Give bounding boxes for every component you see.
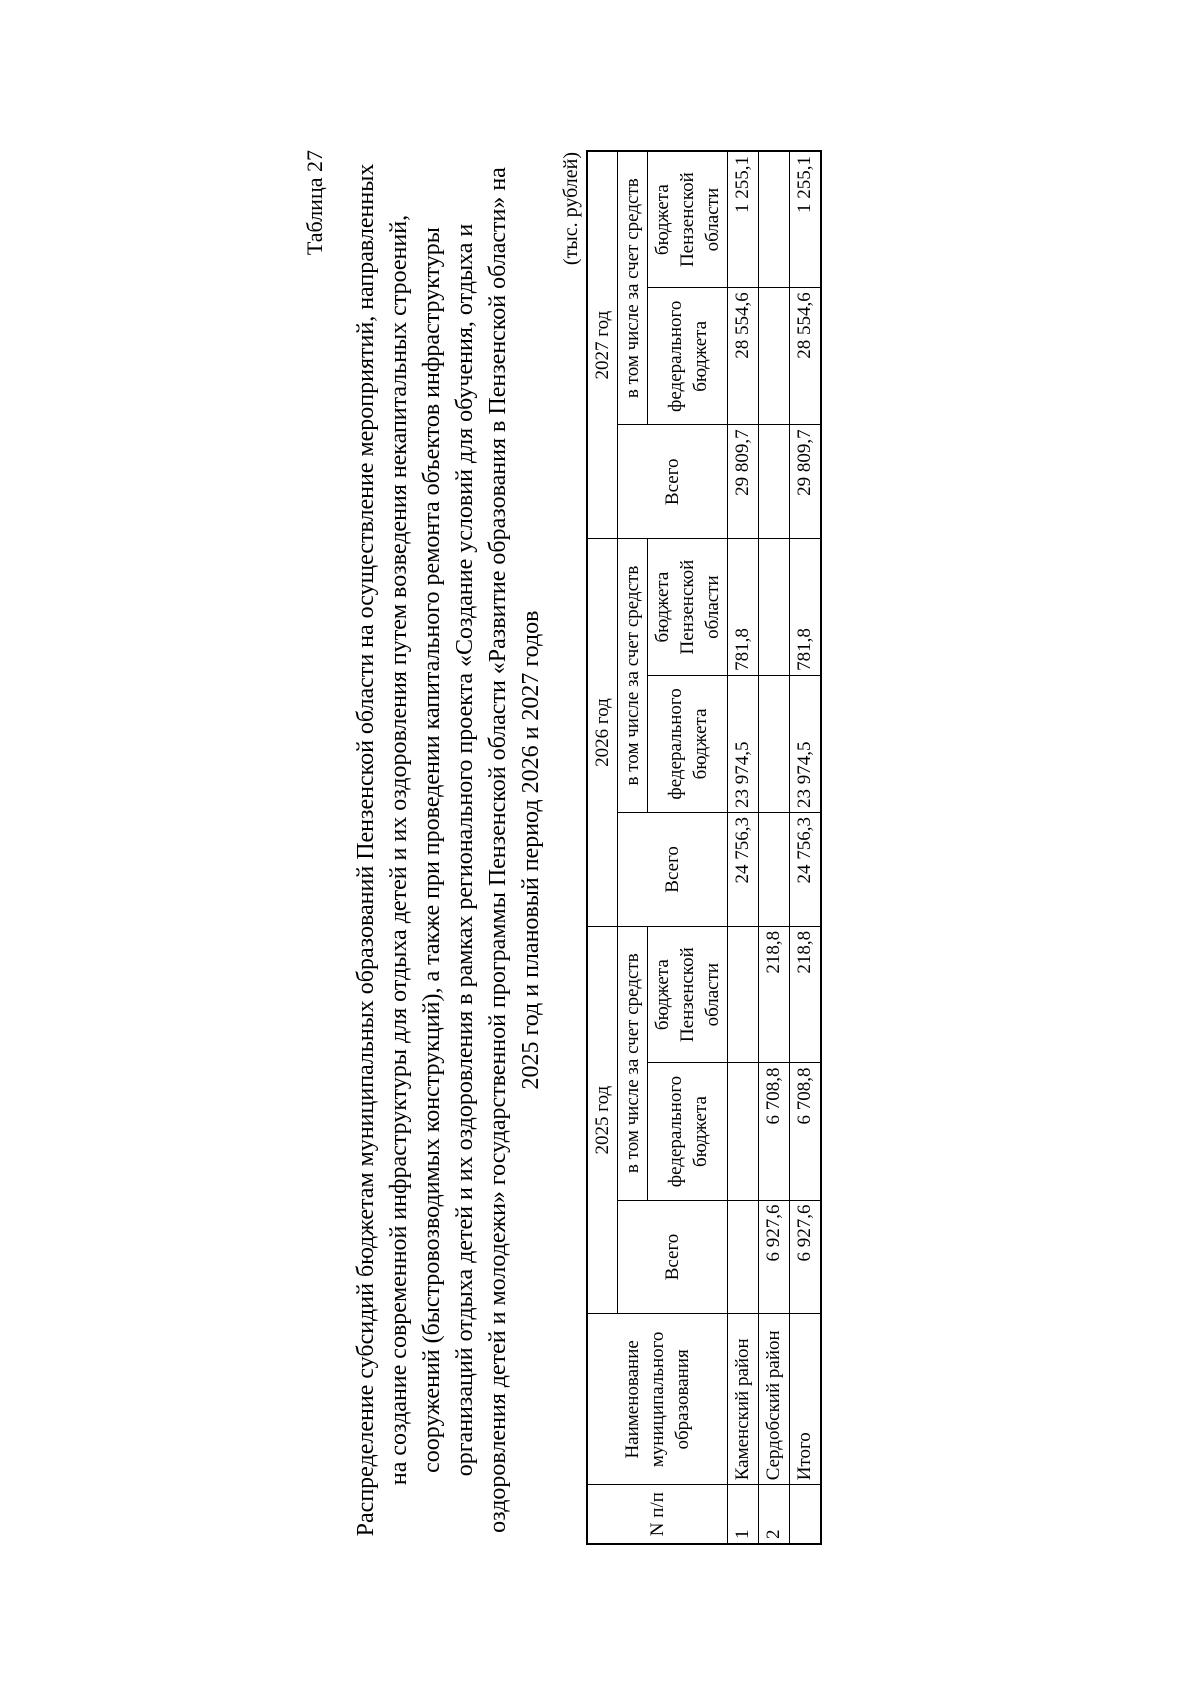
unit-label: (тыс. рублей)	[560, 152, 582, 266]
cell-2026-total	[759, 812, 790, 926]
cell-2025-federal	[728, 1063, 759, 1200]
cell-2026-regional: 781,8	[790, 539, 822, 676]
cell-2025-regional: 218,8	[790, 926, 822, 1063]
header-year-2026: 2026 год	[587, 539, 618, 927]
cell-2027-total: 29 809,7	[728, 425, 759, 539]
cell-2026-regional	[759, 539, 790, 676]
cell-2026-total: 24 756,3	[728, 812, 759, 926]
rotated-page-content	[290, 100, 910, 1600]
cell-2025-federal: 6 708,8	[759, 1063, 790, 1200]
header-total-2027: Всего	[618, 425, 728, 539]
cell-num	[790, 1485, 822, 1544]
cell-2027-federal	[759, 288, 790, 425]
header-including-2026: в том числе за счет средств	[618, 539, 648, 813]
header-year-2027: 2027 год	[587, 151, 618, 539]
cell-2027-regional: 1 255,1	[790, 151, 822, 288]
cell-2027-federal: 28 554,6	[728, 288, 759, 425]
cell-name: Итого	[790, 1314, 822, 1485]
header-federal-2027: федерального бюджета	[648, 288, 728, 425]
header-federal-2025: федерального бюджета	[648, 1063, 728, 1200]
header-regional-2025: бюджета Пензенской области	[648, 926, 728, 1063]
cell-2027-federal: 28 554,6	[790, 288, 822, 425]
cell-num: 2	[759, 1485, 790, 1544]
document-title: Распределение субсидий бюджетам муниципальных образований Пензенской области на осуществление мероприятий, направленных на создание современной инфраструктуры для отдыха детей и их оздоровления путем возведения некапитальных строений, сооружений (быстровозводимых конструкций), а также при проведении капитального ремонта объектов инфраструктуры организаций отдыха детей и их оздоровления в рамках регионального проекта «Создание условий для обучения, отдыха и оздоровления детей и молодежи» государственной программы Пензенской области «Развитие образования в Пензенской области» на 2025 год и плановый период 2026 и 2027 годов	[353, 163, 544, 1537]
cell-name: Сердобский район	[759, 1314, 790, 1485]
cell-2026-total: 24 756,3	[790, 812, 822, 926]
cell-2025-federal: 6 708,8	[790, 1063, 822, 1200]
cell-name: Каменский район	[728, 1314, 759, 1485]
cell-2025-total: 6 927,6	[790, 1200, 822, 1314]
header-including-2027: в том числе за счет средств	[618, 151, 648, 425]
table-row	[728, 151, 759, 1544]
header-total-2026: Всего	[618, 812, 728, 926]
cell-2025-regional: 218,8	[759, 926, 790, 1063]
header-regional-2026: бюджета Пензенской области	[648, 539, 728, 676]
table-number: Таблица 27	[302, 150, 327, 256]
header-federal-2026: федерального бюджета	[648, 675, 728, 812]
header-regional-2027: бюджета Пензенской области	[648, 151, 728, 288]
header-name: Наименование муниципального образования	[587, 1314, 728, 1485]
cell-2027-total: 29 809,7	[790, 425, 822, 539]
cell-2025-regional	[728, 926, 759, 1063]
cell-2025-total: 6 927,6	[759, 1200, 790, 1314]
header-total-2025: Всего	[618, 1200, 728, 1314]
cell-2026-federal	[759, 675, 790, 812]
cell-2027-regional: 1 255,1	[728, 151, 759, 288]
table-row-total	[790, 151, 822, 1544]
cell-2026-federal: 23 974,5	[790, 675, 822, 812]
cell-num: 1	[728, 1485, 759, 1544]
cell-2025-total	[728, 1200, 759, 1314]
header-num: N п/п	[587, 1485, 728, 1544]
cell-2027-regional	[759, 151, 790, 288]
header-including-2025: в том числе за счет средств	[618, 926, 648, 1200]
cell-2027-total	[759, 425, 790, 539]
cell-2026-regional: 781,8	[728, 539, 759, 676]
header-year-2025: 2025 год	[587, 926, 618, 1314]
cell-2026-federal: 23 974,5	[728, 675, 759, 812]
table-row	[759, 151, 790, 1544]
subsidy-table	[586, 150, 822, 1545]
